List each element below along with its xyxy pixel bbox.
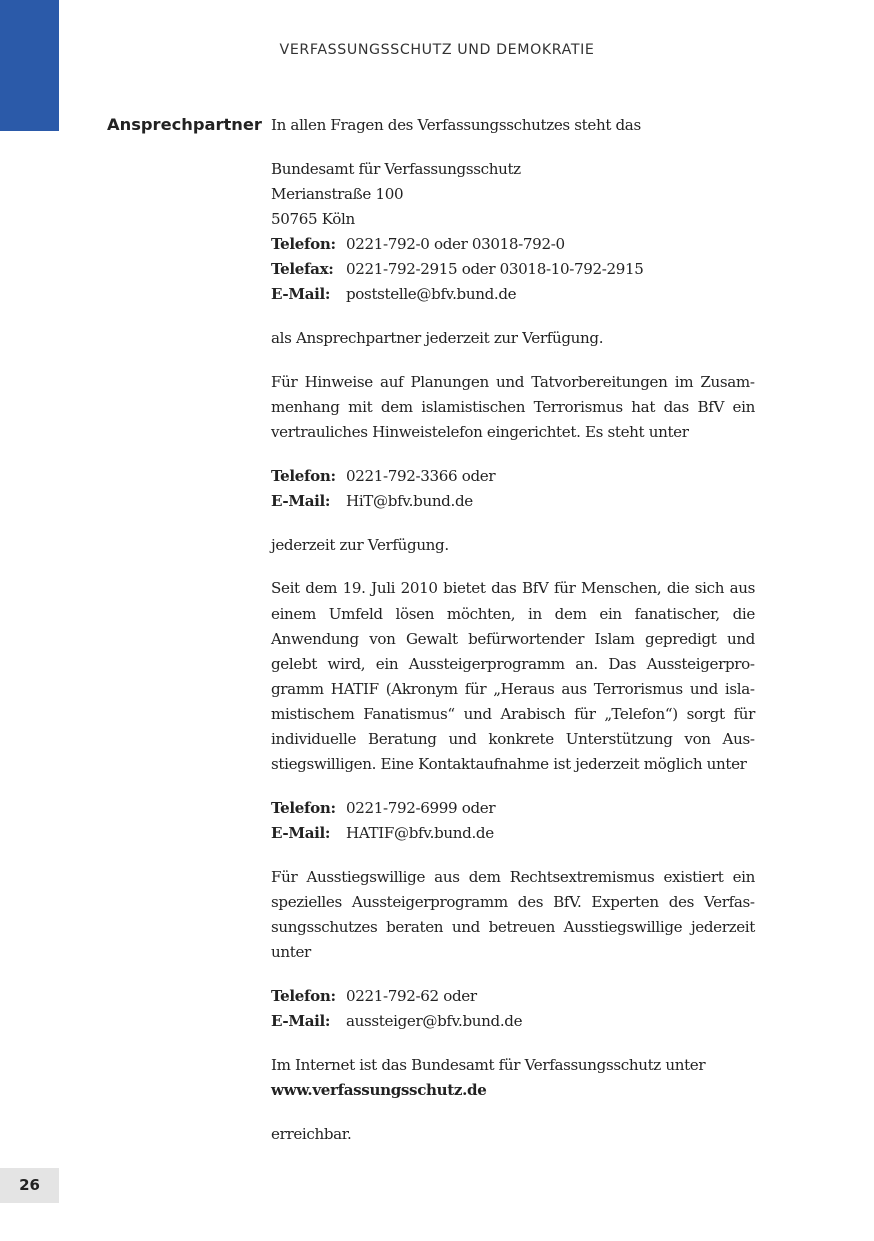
main-content <box>271 113 755 1165</box>
email-label: E-Mail: <box>271 491 331 510</box>
email-label: E-Mail: <box>271 1011 331 1030</box>
telefon-label: Telefon: <box>271 466 336 485</box>
rechtsextremismus-paragraph: Für Ausstiegswillige aus dem Rechtsextremismus existiert ein spezielles Aussteigerprogramm des BfV. Experten des Verfassungsschutzes beraten und betreuen Ausstiegswillige jederzeit unter <box>271 867 755 962</box>
telefon-value: 0221-792-0 oder 03018-792-0 <box>346 235 565 254</box>
blue-margin-tab <box>0 0 59 131</box>
email-label: E-Mail: <box>271 285 331 304</box>
email-link[interactable]: aussteiger@bfv.bund.de <box>346 1011 523 1030</box>
telefon-value: 0221-792-3366 oder <box>346 466 496 485</box>
closing-paragraph: erreichbar. <box>271 1124 352 1143</box>
running-header <box>0 42 874 58</box>
address-street: Merianstraße 100 <box>271 184 404 203</box>
email-label: E-Mail: <box>271 823 331 842</box>
terror-after-paragraph: jederzeit zur Verfügung. <box>271 535 449 554</box>
internet-text: Im Internet ist das Bundesamt für Verfassungsschutz unter <box>271 1055 706 1074</box>
website-link[interactable]: www.verfassungsschutz.de <box>271 1080 487 1099</box>
address-city: 50765 Köln <box>271 209 355 228</box>
intro-paragraph: In allen Fragen des Verfassungsschutzes steht das <box>271 116 641 134</box>
bfv-address-block <box>271 157 755 308</box>
page-number: 26 <box>0 1168 59 1203</box>
telefon-label: Telefon: <box>271 798 336 817</box>
rechts-contact-block <box>271 984 755 1034</box>
telefon-value: 0221-792-62 oder <box>346 986 477 1005</box>
hatif-contact-block <box>271 796 755 846</box>
after-address-paragraph: als Ansprechpartner jederzeit zur Verfügung. <box>271 329 604 348</box>
terror-telefon-row <box>271 464 755 489</box>
address-telefon-row <box>271 232 755 257</box>
email-link[interactable]: HiT@bfv.bund.de <box>346 491 473 510</box>
rechts-telefon-row <box>271 984 755 1009</box>
terror-hotline-paragraph: Für Hinweise auf Planungen und Tatvorbereitungen im Zusammenhang mit dem islamistischen Terrorismus hat das BfV ein vertrauliches Hinweistelefon eingerichtet. Es steht unter <box>271 372 755 441</box>
telefax-label: Telefax: <box>271 260 334 279</box>
email-link[interactable]: poststelle@bfv.bund.de <box>346 285 517 304</box>
telefon-label: Telefon: <box>271 986 336 1005</box>
hatif-email-row <box>271 821 755 846</box>
address-name: Bundesamt für Verfassungsschutz <box>271 159 521 178</box>
hatif-paragraph: Seit dem 19. Juli 2010 bietet das BfV für Menschen, die sich aus einem Umfeld lösen möchten, in dem ein fanatischer, die Anwendung von Gewalt befürwortender Islam gepredigt und gelebt wird, ein Aussteigerprogramm an. Das Aussteigerprogramm HATIF (Akronym für „Heraus aus Terrorismus und islamistischem Fanatismus“ und Arabisch für „Telefon“) sorgt für individuelle Beratung und konkrete Unterstützung von Ausstiegswilligen. Eine Kontaktaufnahme ist jederzeit möglich unter <box>271 579 755 774</box>
internet-paragraph <box>271 1053 755 1103</box>
section-side-label: Ansprechpartner <box>107 115 262 134</box>
address-email-row <box>271 282 755 307</box>
running-header-title: VERFASSUNGSSCHUTZ UND DEMOKRATIE <box>279 42 595 58</box>
terror-email-row <box>271 489 755 514</box>
address-telefax-row <box>271 257 755 282</box>
terror-contact-block <box>271 464 755 514</box>
hatif-telefon-row <box>271 796 755 821</box>
rechts-email-row <box>271 1009 755 1034</box>
email-link[interactable]: HATIF@bfv.bund.de <box>346 823 494 842</box>
telefax-value: 0221-792-2915 oder 03018-10-792-2915 <box>346 260 644 279</box>
telefon-value: 0221-792-6999 oder <box>346 798 496 817</box>
telefon-label: Telefon: <box>271 235 336 254</box>
